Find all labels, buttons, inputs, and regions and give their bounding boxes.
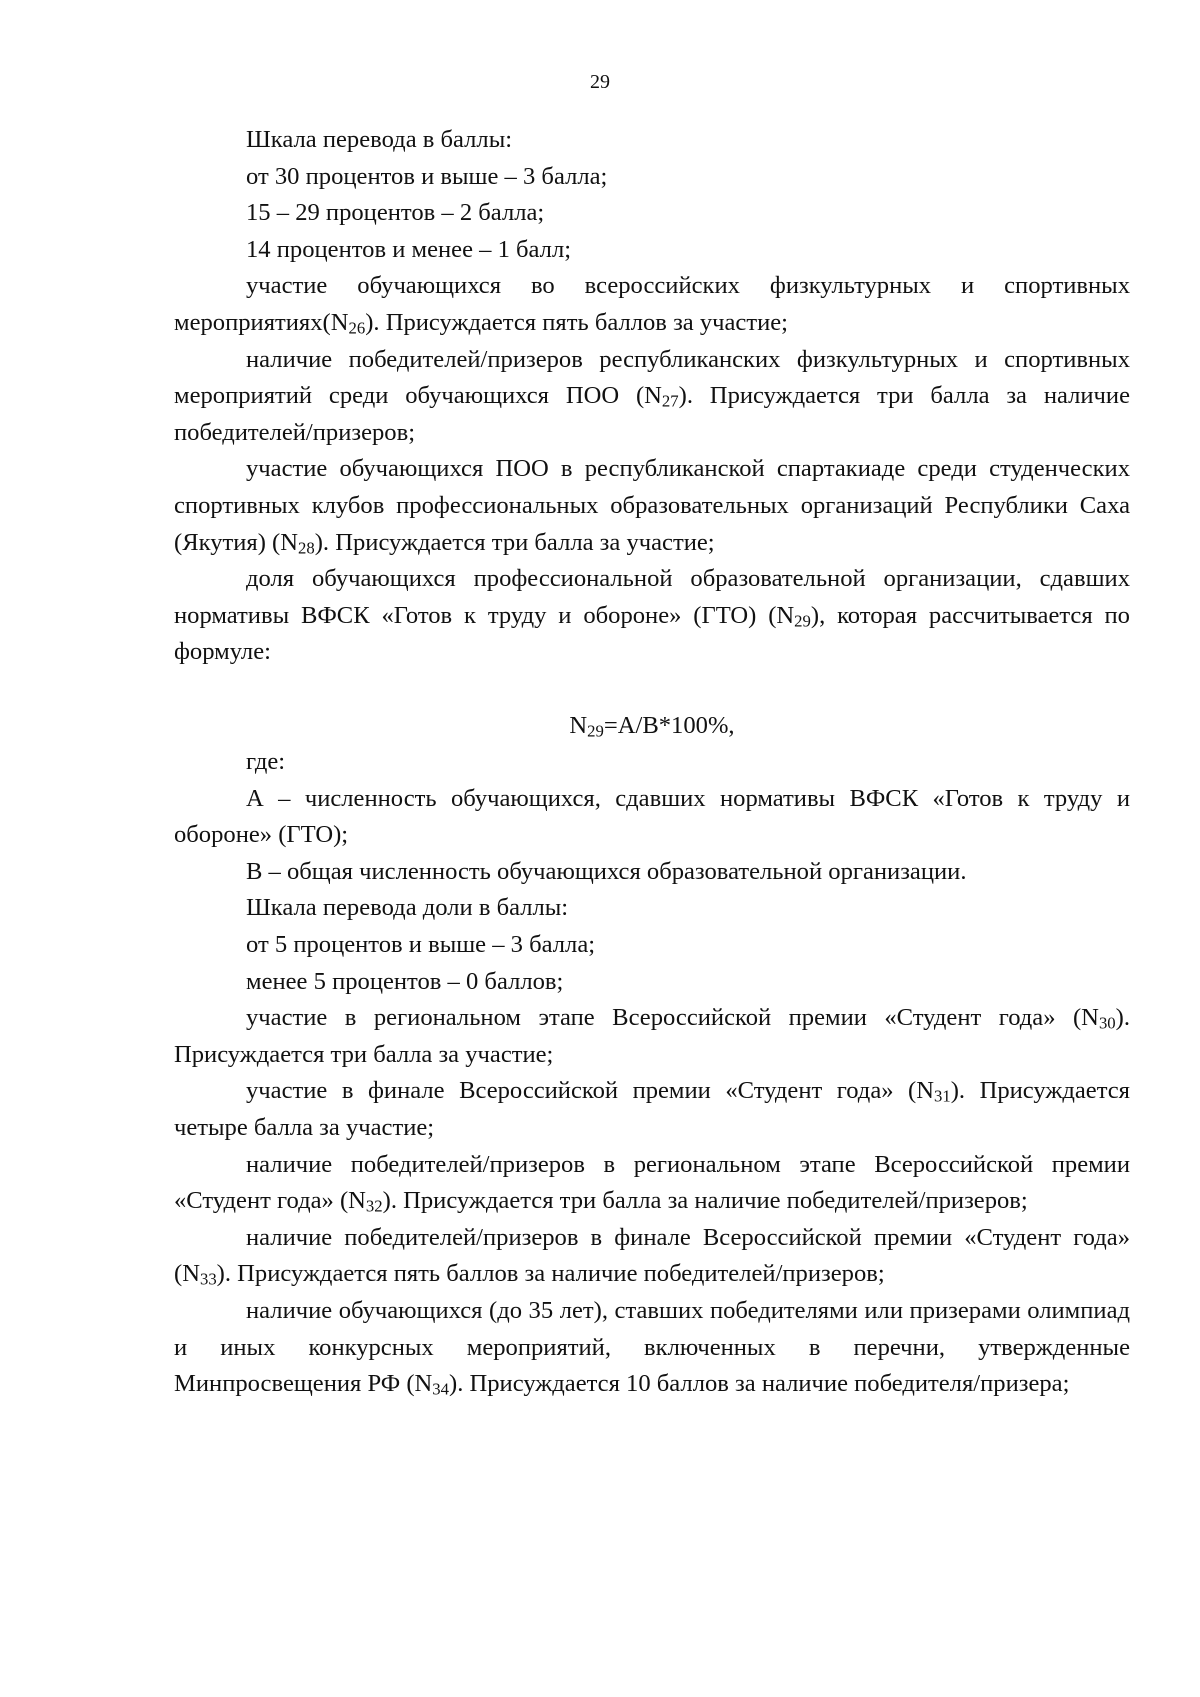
paragraph: [174, 1220, 1130, 1293]
paragraph: [174, 159, 1130, 196]
paragraph: [174, 927, 1130, 964]
paragraph-text: =A/B*100%,: [603, 711, 735, 739]
paragraph-text: ). Присуждается 10 баллов за наличие победителя/призера;: [449, 1370, 1070, 1398]
paragraph: [174, 1073, 1130, 1146]
subscript-index: 26: [348, 318, 366, 338]
paragraph-text: менее 5 процентов – 0 баллов;: [246, 967, 564, 995]
paragraph-text: Шкала перевода в баллы:: [246, 126, 513, 153]
page-number: 29: [590, 71, 610, 93]
subscript-index: 27: [661, 391, 679, 411]
subscript-index: 29: [587, 721, 604, 741]
paragraph-text: наличие победителей/призеров в финале Всероссийской премии «Студент года» (N: [174, 1223, 1130, 1288]
paragraph-text: ), которая рассчитывается по формуле:: [174, 601, 1130, 666]
subscript-index: 33: [199, 1270, 217, 1290]
paragraph-text: ). Присуждается три балла за наличие победителей/призеров;: [174, 382, 1130, 446]
paragraph-text: участие обучающихся во всероссийских физкультурных и спортивных мероприятиях(N: [174, 272, 1130, 336]
subscript-index: 28: [298, 538, 315, 558]
paragraph-text: ). Присуждается три балла за участие;: [174, 1004, 1130, 1068]
paragraph-text: 15 – 29 процентов – 2 балла;: [246, 199, 545, 227]
paragraph-text: наличие обучающихся (до 35 лет), ставших победителями или призерами олимпиад и иных конкурсных мероприятий, включенных в перечни, утвержденные Минпросвещения РФ (N: [174, 1297, 1130, 1398]
paragraph-text: наличие победителей/призеров республиканских физкультурных и спортивных мероприятий среди обучающихся ПОО (N: [174, 345, 1130, 410]
paragraph-text: участие в финале Всероссийской премии «Студент года» (N: [246, 1077, 935, 1105]
paragraph-text: доля обучающихся профессиональной образовательной организации, сдавших нормативы ВФСК «Готов к труду и обороне» (ГТО) (N: [174, 565, 1130, 629]
paragraph-text: N: [569, 711, 588, 739]
paragraph: [174, 561, 1130, 671]
paragraph-text: ). Присуждается четыре балла за участие;: [174, 1077, 1130, 1142]
paragraph: [174, 781, 1130, 854]
paragraph: [174, 854, 1130, 891]
paragraph: [174, 195, 1130, 232]
paragraph: [174, 232, 1130, 269]
subscript-index: 31: [934, 1087, 951, 1107]
subscript-index: 32: [365, 1196, 383, 1216]
paragraph: [174, 268, 1130, 341]
paragraph-text: 14 процентов и менее – 1 балл;: [246, 235, 572, 263]
paragraph-text: В – общая численность обучающихся образовательной организации.: [246, 857, 967, 885]
paragraph-text: А – численность обучающихся, сдавших нормативы ВФСК «Готов к труду и обороне» (ГТО);: [174, 784, 1130, 849]
paragraph: [174, 964, 1130, 1001]
paragraph-text: от 30 процентов и выше – 3 балла;: [246, 162, 608, 190]
paragraph-text: ). Присуждается пять баллов за наличие победителей/призеров;: [216, 1260, 885, 1288]
paragraph-text: ). Присуждается три балла за наличие победителей/призеров;: [382, 1187, 1028, 1215]
paragraph: [174, 890, 1130, 927]
document-body: [174, 122, 1130, 1403]
paragraph: [174, 744, 1130, 781]
paragraph: [174, 1000, 1130, 1073]
paragraph-text: от 5 процентов и выше – 3 балла;: [246, 931, 596, 959]
paragraph: [174, 342, 1130, 452]
paragraph-text: ). Присуждается пять баллов за участие;: [365, 308, 789, 336]
paragraph-text: Шкала перевода доли в баллы:: [246, 894, 569, 922]
paragraph: [174, 1293, 1130, 1403]
subscript-index: 29: [794, 611, 811, 631]
subscript-index: 30: [1098, 1013, 1116, 1033]
paragraph: [174, 122, 1130, 159]
subscript-index: 34: [432, 1379, 450, 1399]
paragraph-text: наличие победителей/призеров в региональном этапе Всероссийской премии «Студент года» (N: [174, 1150, 1130, 1215]
paragraph: [174, 1147, 1130, 1220]
paragraph: [174, 451, 1130, 561]
paragraph-text: где:: [246, 748, 286, 776]
paragraph-text: участие обучающихся ПОО в республиканской спартакиаде среди студенческих спортивных клубов профессиональных образовательных организаций Республики Саха (Якутия) (N: [174, 455, 1130, 556]
formula: [174, 708, 1130, 745]
paragraph-text: участие в региональном этапе Всероссийской премии «Студент года» (N: [246, 1004, 1099, 1032]
paragraph-text: ). Присуждается три балла за участие;: [314, 528, 715, 556]
